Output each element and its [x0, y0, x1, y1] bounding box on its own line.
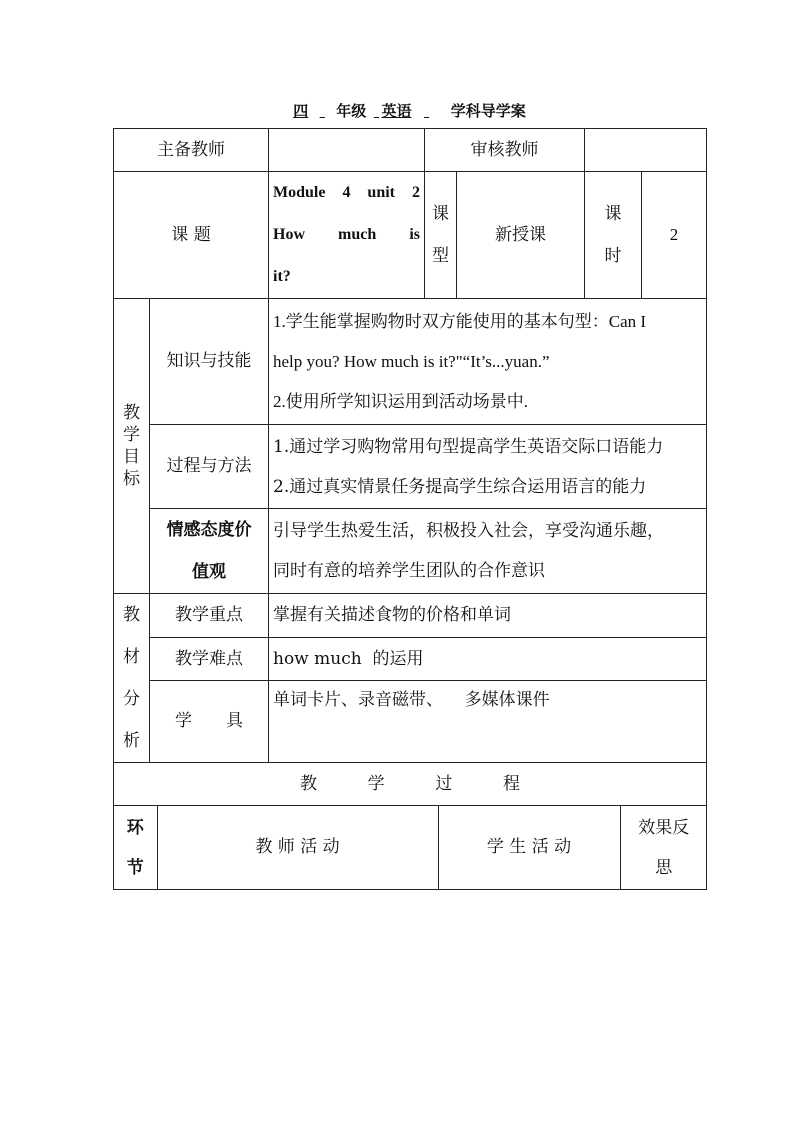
reflection-header	[620, 806, 707, 889]
student-activity-header: 学 生 活 动	[438, 806, 620, 889]
title-suffix: 学科导学案	[450, 102, 526, 120]
analysis-char: 析	[123, 731, 140, 751]
lesson-plan-table	[113, 128, 707, 890]
emotion-label-line: 情感态度价	[166, 520, 252, 540]
process-label: 过程与方法	[150, 425, 269, 509]
process-title-char: 教	[300, 773, 317, 794]
lead-teacher-label: 主备教师	[114, 129, 269, 172]
review-teacher-label: 审核教师	[425, 129, 585, 172]
objective-process-row	[114, 425, 707, 509]
topic-label	[114, 172, 269, 299]
objectives-char: 标	[123, 469, 140, 490]
lesson-hours-label	[585, 172, 642, 299]
reflection-header-line: 思	[655, 857, 673, 878]
analysis-char: 分	[123, 689, 140, 709]
process-title	[114, 763, 707, 806]
lesson-type-char: 型	[432, 246, 449, 266]
knowledge-line: help you? How much is it?"“It’s...yuan.”	[273, 351, 550, 371]
topic-word: unit	[367, 184, 395, 201]
knowledge-line: 2.使用所学知识运用到活动场景中.	[273, 391, 528, 411]
knowledge-content	[269, 299, 707, 425]
grade-value: 四	[293, 102, 309, 120]
knowledge-label: 知识与技能	[150, 299, 269, 425]
topic-label-text: 课 题	[171, 224, 211, 245]
analysis-difficult-row	[114, 637, 707, 681]
teacher-row	[114, 129, 707, 172]
teacher-activity-header: 教 师 活 动	[157, 806, 438, 889]
lesson-hours-char: 课	[604, 204, 622, 224]
process-header-table	[114, 806, 707, 889]
emotion-label	[150, 509, 269, 594]
topic-word: 2	[411, 184, 420, 201]
emotion-line: 引导学生热爱生活，积极投入社会，享受沟通乐趣，	[273, 521, 664, 541]
objectives-char: 目	[123, 447, 140, 467]
objective-knowledge-row	[114, 299, 707, 425]
tools-label-char: 具	[226, 711, 243, 732]
tools-value: 单词卡片、录音磁带、 多媒体课件	[269, 681, 707, 763]
lead-teacher-value	[269, 129, 425, 172]
process-title-row	[114, 763, 707, 806]
review-teacher-value	[585, 129, 707, 172]
tools-label	[150, 681, 269, 763]
analysis-char: 教	[123, 605, 140, 625]
emotion-content	[269, 509, 707, 594]
objectives-char: 教	[123, 402, 140, 423]
stage-header-char: 环	[126, 817, 144, 838]
topic-row	[114, 172, 707, 299]
topic-word: How	[273, 226, 305, 243]
tools-label-char: 学	[175, 711, 192, 732]
lesson-type-char: 课	[432, 204, 449, 224]
objectives-char: 学	[123, 424, 140, 445]
difficult-point-value: how much 的运用	[269, 637, 707, 681]
process-title-char: 程	[502, 773, 520, 794]
topic-value	[269, 172, 425, 299]
topic-word: is	[409, 226, 420, 243]
stage-header-char: 节	[126, 857, 144, 878]
process-line: 2.通过真实情景任务提高学生综合运用语言的能力	[273, 476, 647, 497]
reflection-header-line: 效果反	[638, 817, 690, 838]
objective-emotion-row	[114, 509, 707, 594]
analysis-char: 材	[123, 647, 140, 667]
objectives-group-label	[114, 299, 150, 594]
grade-suffix: 年级	[336, 102, 367, 120]
process-content	[269, 425, 707, 509]
analysis-group-label	[114, 594, 150, 763]
process-header-cell	[114, 806, 707, 890]
key-point-value: 掌握有关描述食物的价格和单词	[269, 594, 707, 638]
key-point-label: 教学重点	[150, 594, 269, 638]
topic-word: Module	[273, 184, 326, 201]
topic-word: much	[338, 226, 377, 243]
lesson-hours-value: 2	[642, 172, 707, 299]
emotion-label-line: 值观	[192, 562, 226, 582]
lesson-type-value: 新授课	[457, 172, 585, 299]
lesson-hours-char: 时	[604, 246, 622, 266]
stage-header	[114, 806, 157, 889]
analysis-key-row	[114, 594, 707, 638]
knowledge-line: 1.学生能掌握购物时双方能使用的基本句型：Can I	[273, 311, 647, 331]
process-title-char: 过	[435, 773, 453, 794]
lesson-type-label	[425, 172, 457, 299]
emotion-line: 同时有意的培养学生团队的合作意识	[273, 561, 545, 581]
subject-value: 英语	[381, 102, 412, 120]
process-line: 1.通过学习购物常用句型提高学生英语交际口语能力	[273, 436, 664, 457]
analysis-tools-row	[114, 681, 707, 763]
difficult-point-label: 教学难点	[150, 637, 269, 681]
page-title	[113, 100, 706, 121]
process-title-char: 学	[367, 773, 385, 794]
process-header-row	[114, 806, 707, 890]
topic-line3: it?	[273, 268, 291, 285]
topic-word: 4	[342, 184, 351, 201]
